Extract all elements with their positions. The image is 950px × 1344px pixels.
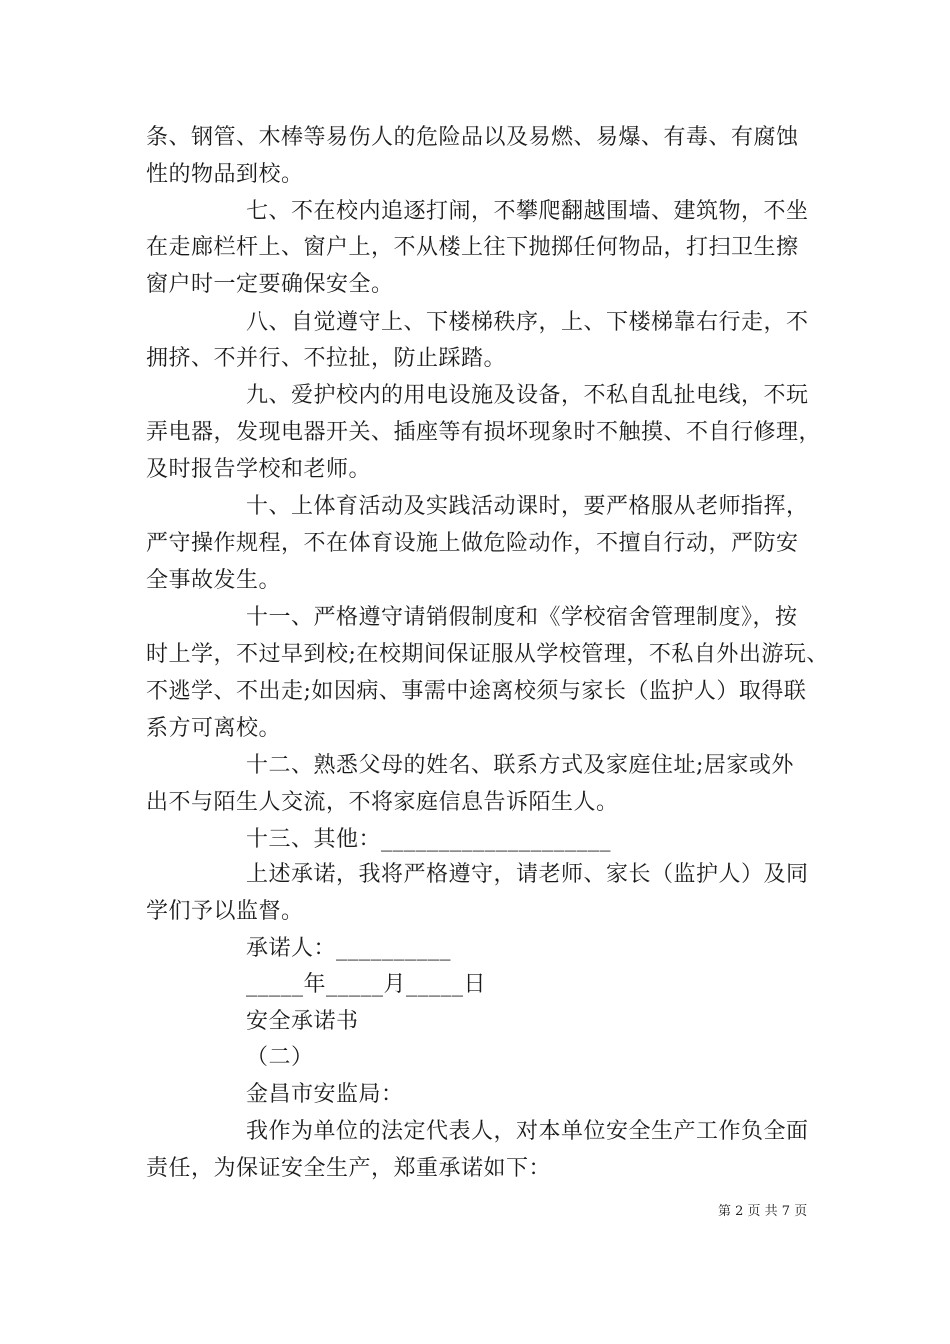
text-line: 出不与陌生人交流，不将家庭信息告诉陌生人。 (146, 790, 619, 815)
text-line: 在走廊栏杆上、窗户上，不从楼上往下抛掷任何物品，打扫卫生擦 (146, 235, 799, 260)
text-line: 八、自觉遵守上、下楼梯秩序，上、下楼梯靠右行走，不 (246, 310, 809, 335)
text-line: 系方可离校。 (146, 716, 282, 741)
text-line: 弄电器，发现电器开关、插座等有损坏现象时不触摸、不自行修理， (146, 420, 822, 445)
section-number: （二） (246, 1045, 314, 1070)
text-line: 十三、其他：____________________ (246, 827, 612, 852)
text-line: 我作为单位的法定代表人，对本单位安全生产工作负全面 (246, 1119, 809, 1144)
text-line: 性的物品到校。 (146, 162, 304, 187)
text-line: 十一、严格遵守请销假制度和《学校宿舍管理制度》，按 (246, 605, 798, 630)
text-line: 上述承诺，我将严格遵守，请老师、家长（监护人）及同 (246, 862, 809, 887)
section-title: 安全承诺书 (246, 1009, 359, 1034)
text-line: 严守操作规程，不在体育设施上做危险动作，不擅自行动，严防安 (146, 531, 799, 556)
text-line: 窗户时一定要确保安全。 (146, 272, 394, 297)
text-line: 七、不在校内追逐打闹，不攀爬翻越围墙、建筑物，不坐 (246, 199, 809, 224)
text-line: 时上学，不过早到校;在校期间保证服从学校管理，不私自外出游玩、 (146, 642, 829, 667)
date-line: _____年_____月_____日 (246, 972, 487, 997)
text-line: 学们予以监督。 (146, 899, 304, 924)
addressee: 金昌市安监局： (246, 1082, 404, 1107)
text-line: 及时报告学校和老师。 (146, 457, 372, 482)
text-line: 条、钢管、木棒等易伤人的危险品以及易燃、易爆、有毒、有腐蚀 (146, 125, 799, 150)
text-line: 十、上体育活动及实践活动课时，要严格服从老师指挥， (246, 494, 809, 519)
text-line: 十二、熟悉父母的姓名、联系方式及家庭住址;居家或外 (246, 753, 794, 778)
text-line: 九、爱护校内的用电设施及设备，不私自乱扯电线，不玩 (246, 383, 809, 408)
text-line: 拥挤、不并行、不拉扯，防止踩踏。 (146, 346, 507, 371)
text-line: 全事故发生。 (146, 568, 282, 593)
page-number: 第 2 页 共 7 页 (718, 1204, 808, 1219)
signatory-line: 承诺人：__________ (246, 936, 452, 961)
text-line: 责任，为保证安全生产，郑重承诺如下： (146, 1156, 552, 1181)
text-line: 不逃学、不出走;如因病、事需中途离校须与家长（监护人）取得联 (146, 679, 807, 704)
